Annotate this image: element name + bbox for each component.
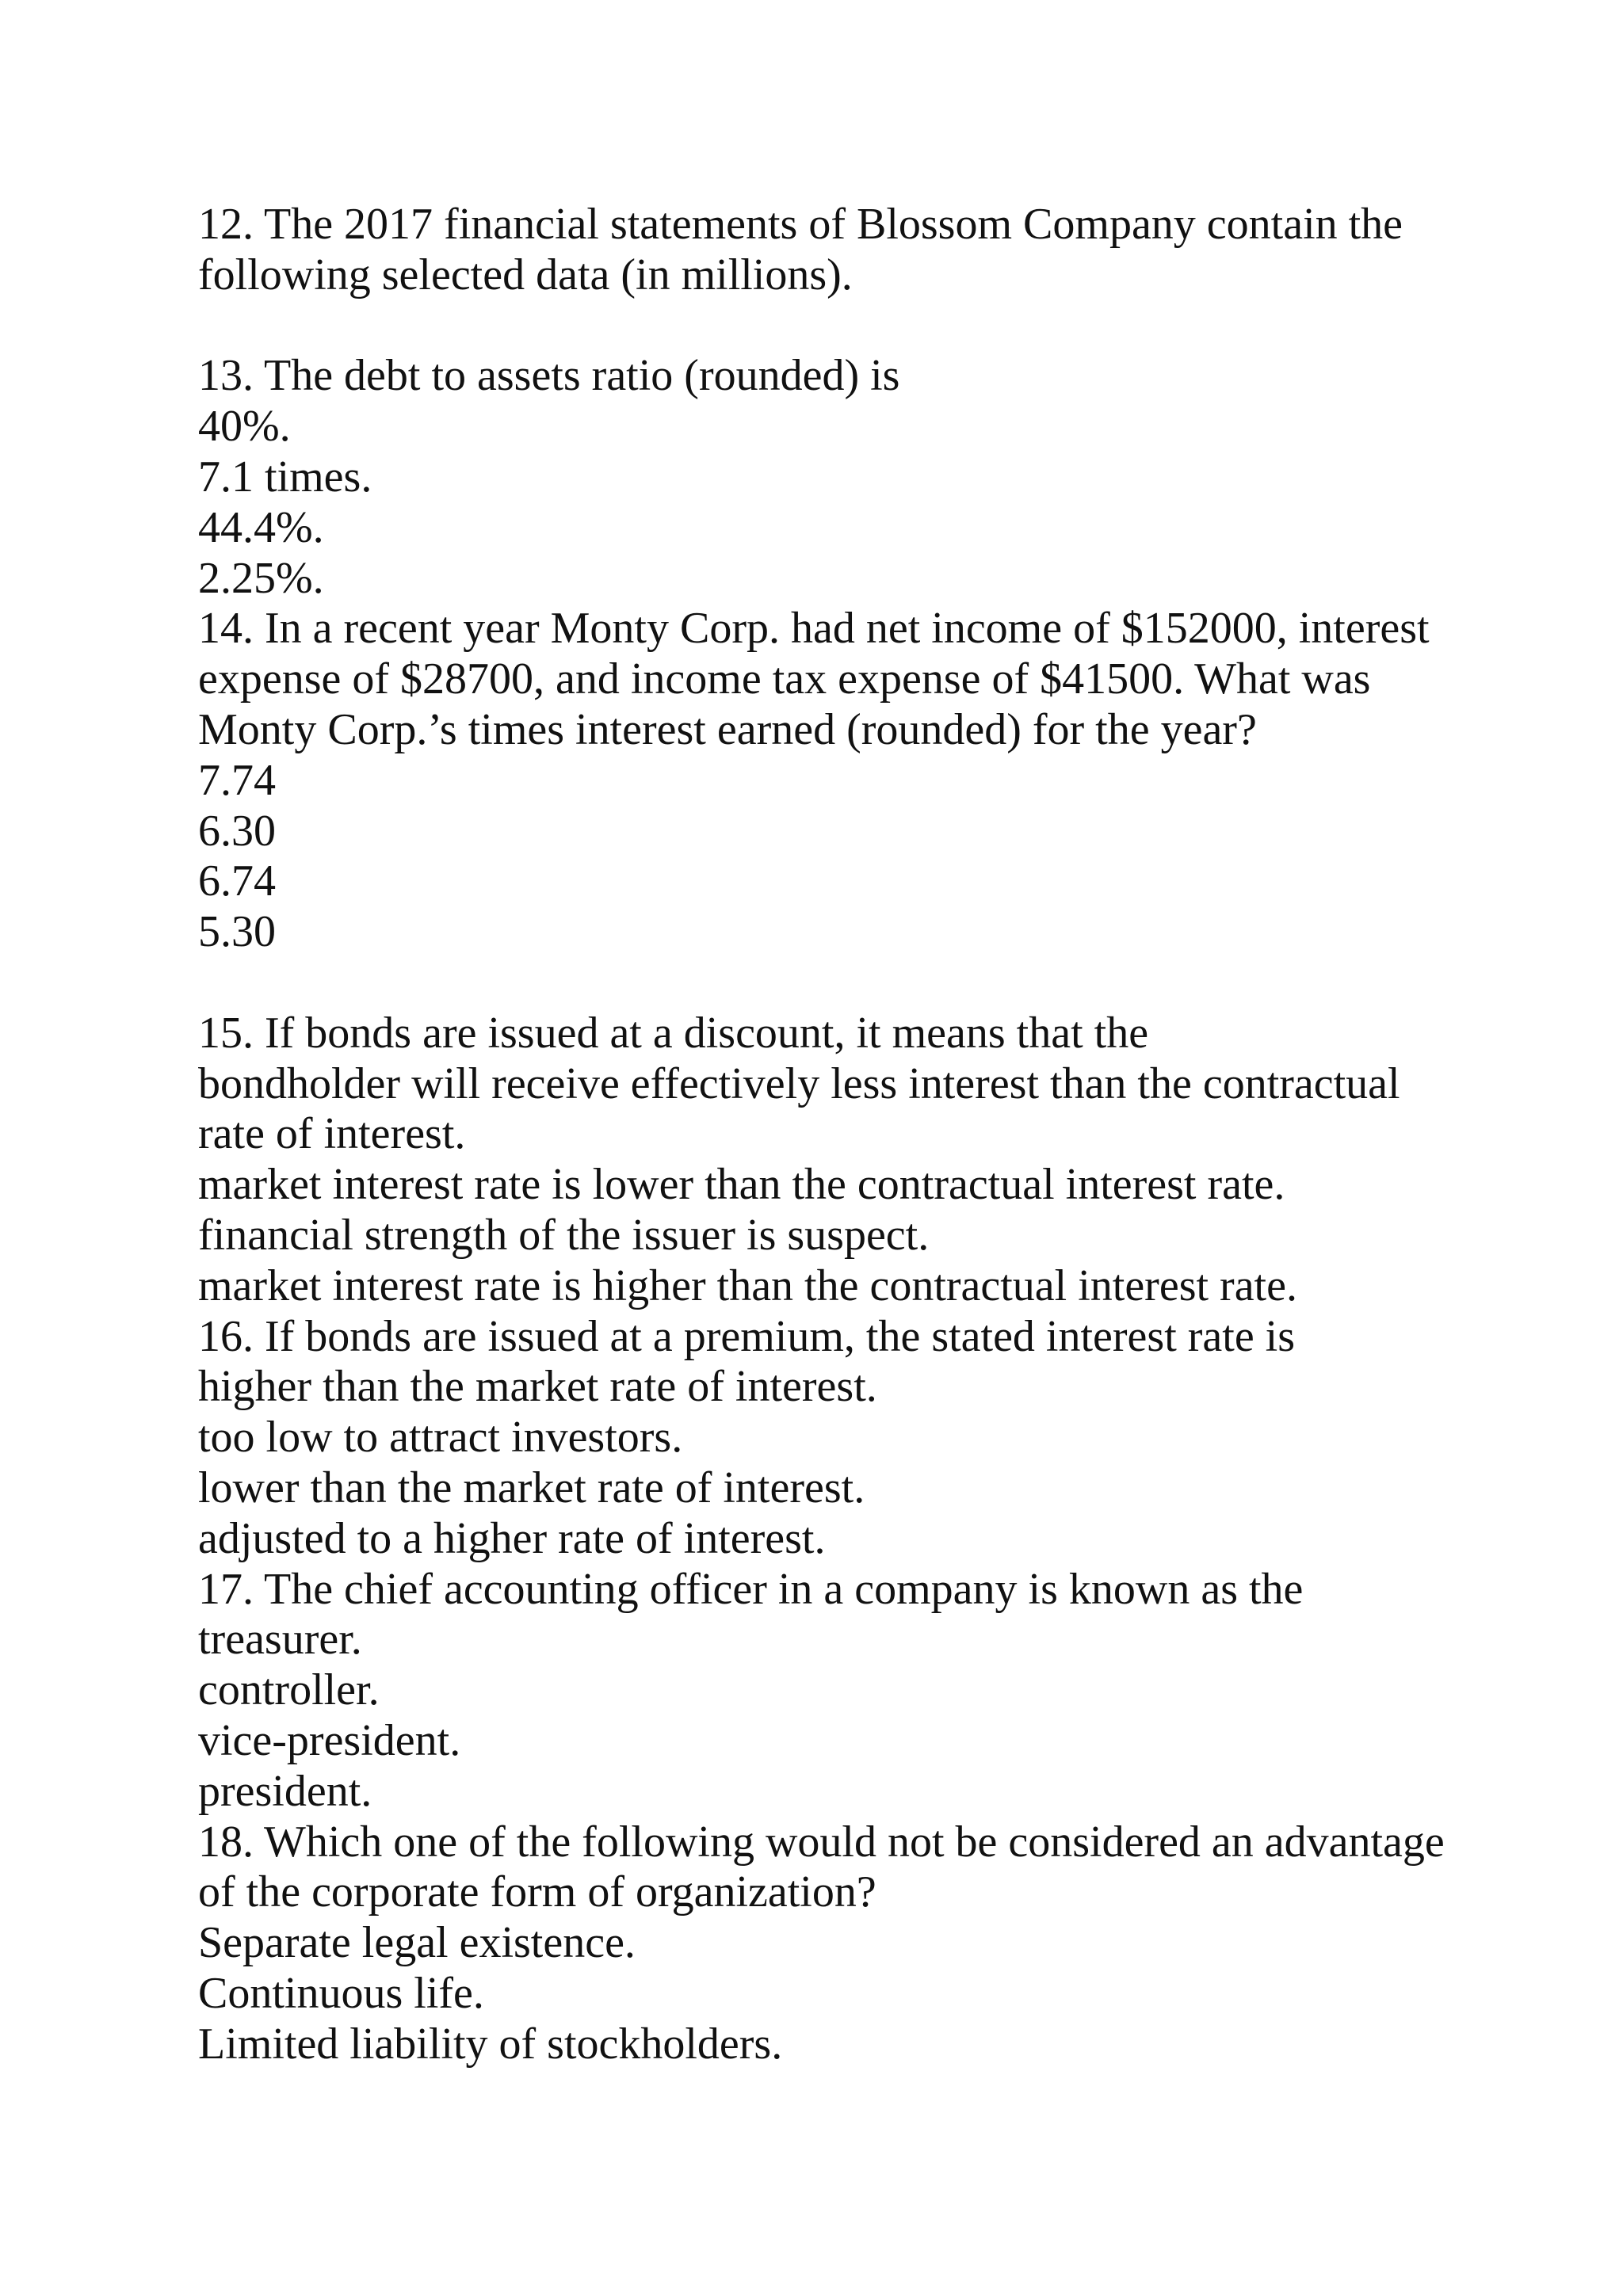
answer-option: bondholder will receive effectively less interest than the contractual xyxy=(198,1058,1400,1108)
answer-option: lower than the market rate of interest. xyxy=(198,1463,865,1512)
answer-option: president. xyxy=(198,1766,372,1816)
question-16: 16. If bonds are issued at a premium, the stated interest rate is xyxy=(198,1311,1296,1361)
text-line: 12. The 2017 financial statements of Blossom Company contain the xyxy=(198,200,1403,249)
text-line: expense of $28700, and income tax expense of $41500. What was xyxy=(198,654,1371,704)
answer-option: Limited liability of stockholders. xyxy=(198,2019,783,2069)
text-line: Monty Corp.’s times interest earned (rounded) for the year? xyxy=(198,704,1257,754)
answer-option: 7.74 xyxy=(198,755,276,805)
answer-option: 6.74 xyxy=(198,856,276,906)
blank-line xyxy=(198,958,1498,1009)
document-page xyxy=(198,200,1498,2069)
question-17: 17. The chief accounting officer in a company is known as the xyxy=(198,1564,1304,1614)
answer-option: adjusted to a higher rate of interest. xyxy=(198,1513,826,1563)
answer-option: higher than the market rate of interest. xyxy=(198,1362,877,1412)
question-13: 13. The debt to assets ratio (rounded) is xyxy=(198,351,900,401)
text-line: following selected data (in millions). xyxy=(198,250,853,299)
answer-option: market interest rate is higher than the contractual interest rate. xyxy=(198,1261,1297,1310)
text-line: of the corporate form of organization? xyxy=(198,1867,876,1917)
answer-option: 40%. xyxy=(198,402,291,452)
question-18: 18. Which one of the following would not be considered an advantage xyxy=(198,1817,1445,1867)
question-14: 14. In a recent year Monty Corp. had net income of $152000, interest xyxy=(198,604,1430,654)
blank-line xyxy=(198,301,1498,352)
answer-option: Separate legal existence. xyxy=(198,1918,636,1968)
answer-option: Continuous life. xyxy=(198,1968,484,2018)
answer-option: 44.4%. xyxy=(198,502,324,552)
answer-option: 7.1 times. xyxy=(198,452,372,502)
answer-option: market interest rate is lower than the contractual interest rate. xyxy=(198,1160,1285,1210)
answer-option: treasurer. xyxy=(198,1615,362,1665)
question-15: 15. If bonds are issued at a discount, it means that the xyxy=(198,1008,1149,1058)
text-line: rate of interest. xyxy=(198,1109,466,1159)
answer-option: controller. xyxy=(198,1665,380,1715)
answer-option: 6.30 xyxy=(198,806,276,856)
answer-option: 2.25%. xyxy=(198,553,324,603)
answer-option: vice-president. xyxy=(198,1715,461,1765)
answer-option: financial strength of the issuer is suspect. xyxy=(198,1210,930,1260)
answer-option: too low to attract investors. xyxy=(198,1413,683,1463)
answer-option: 5.30 xyxy=(198,907,276,957)
